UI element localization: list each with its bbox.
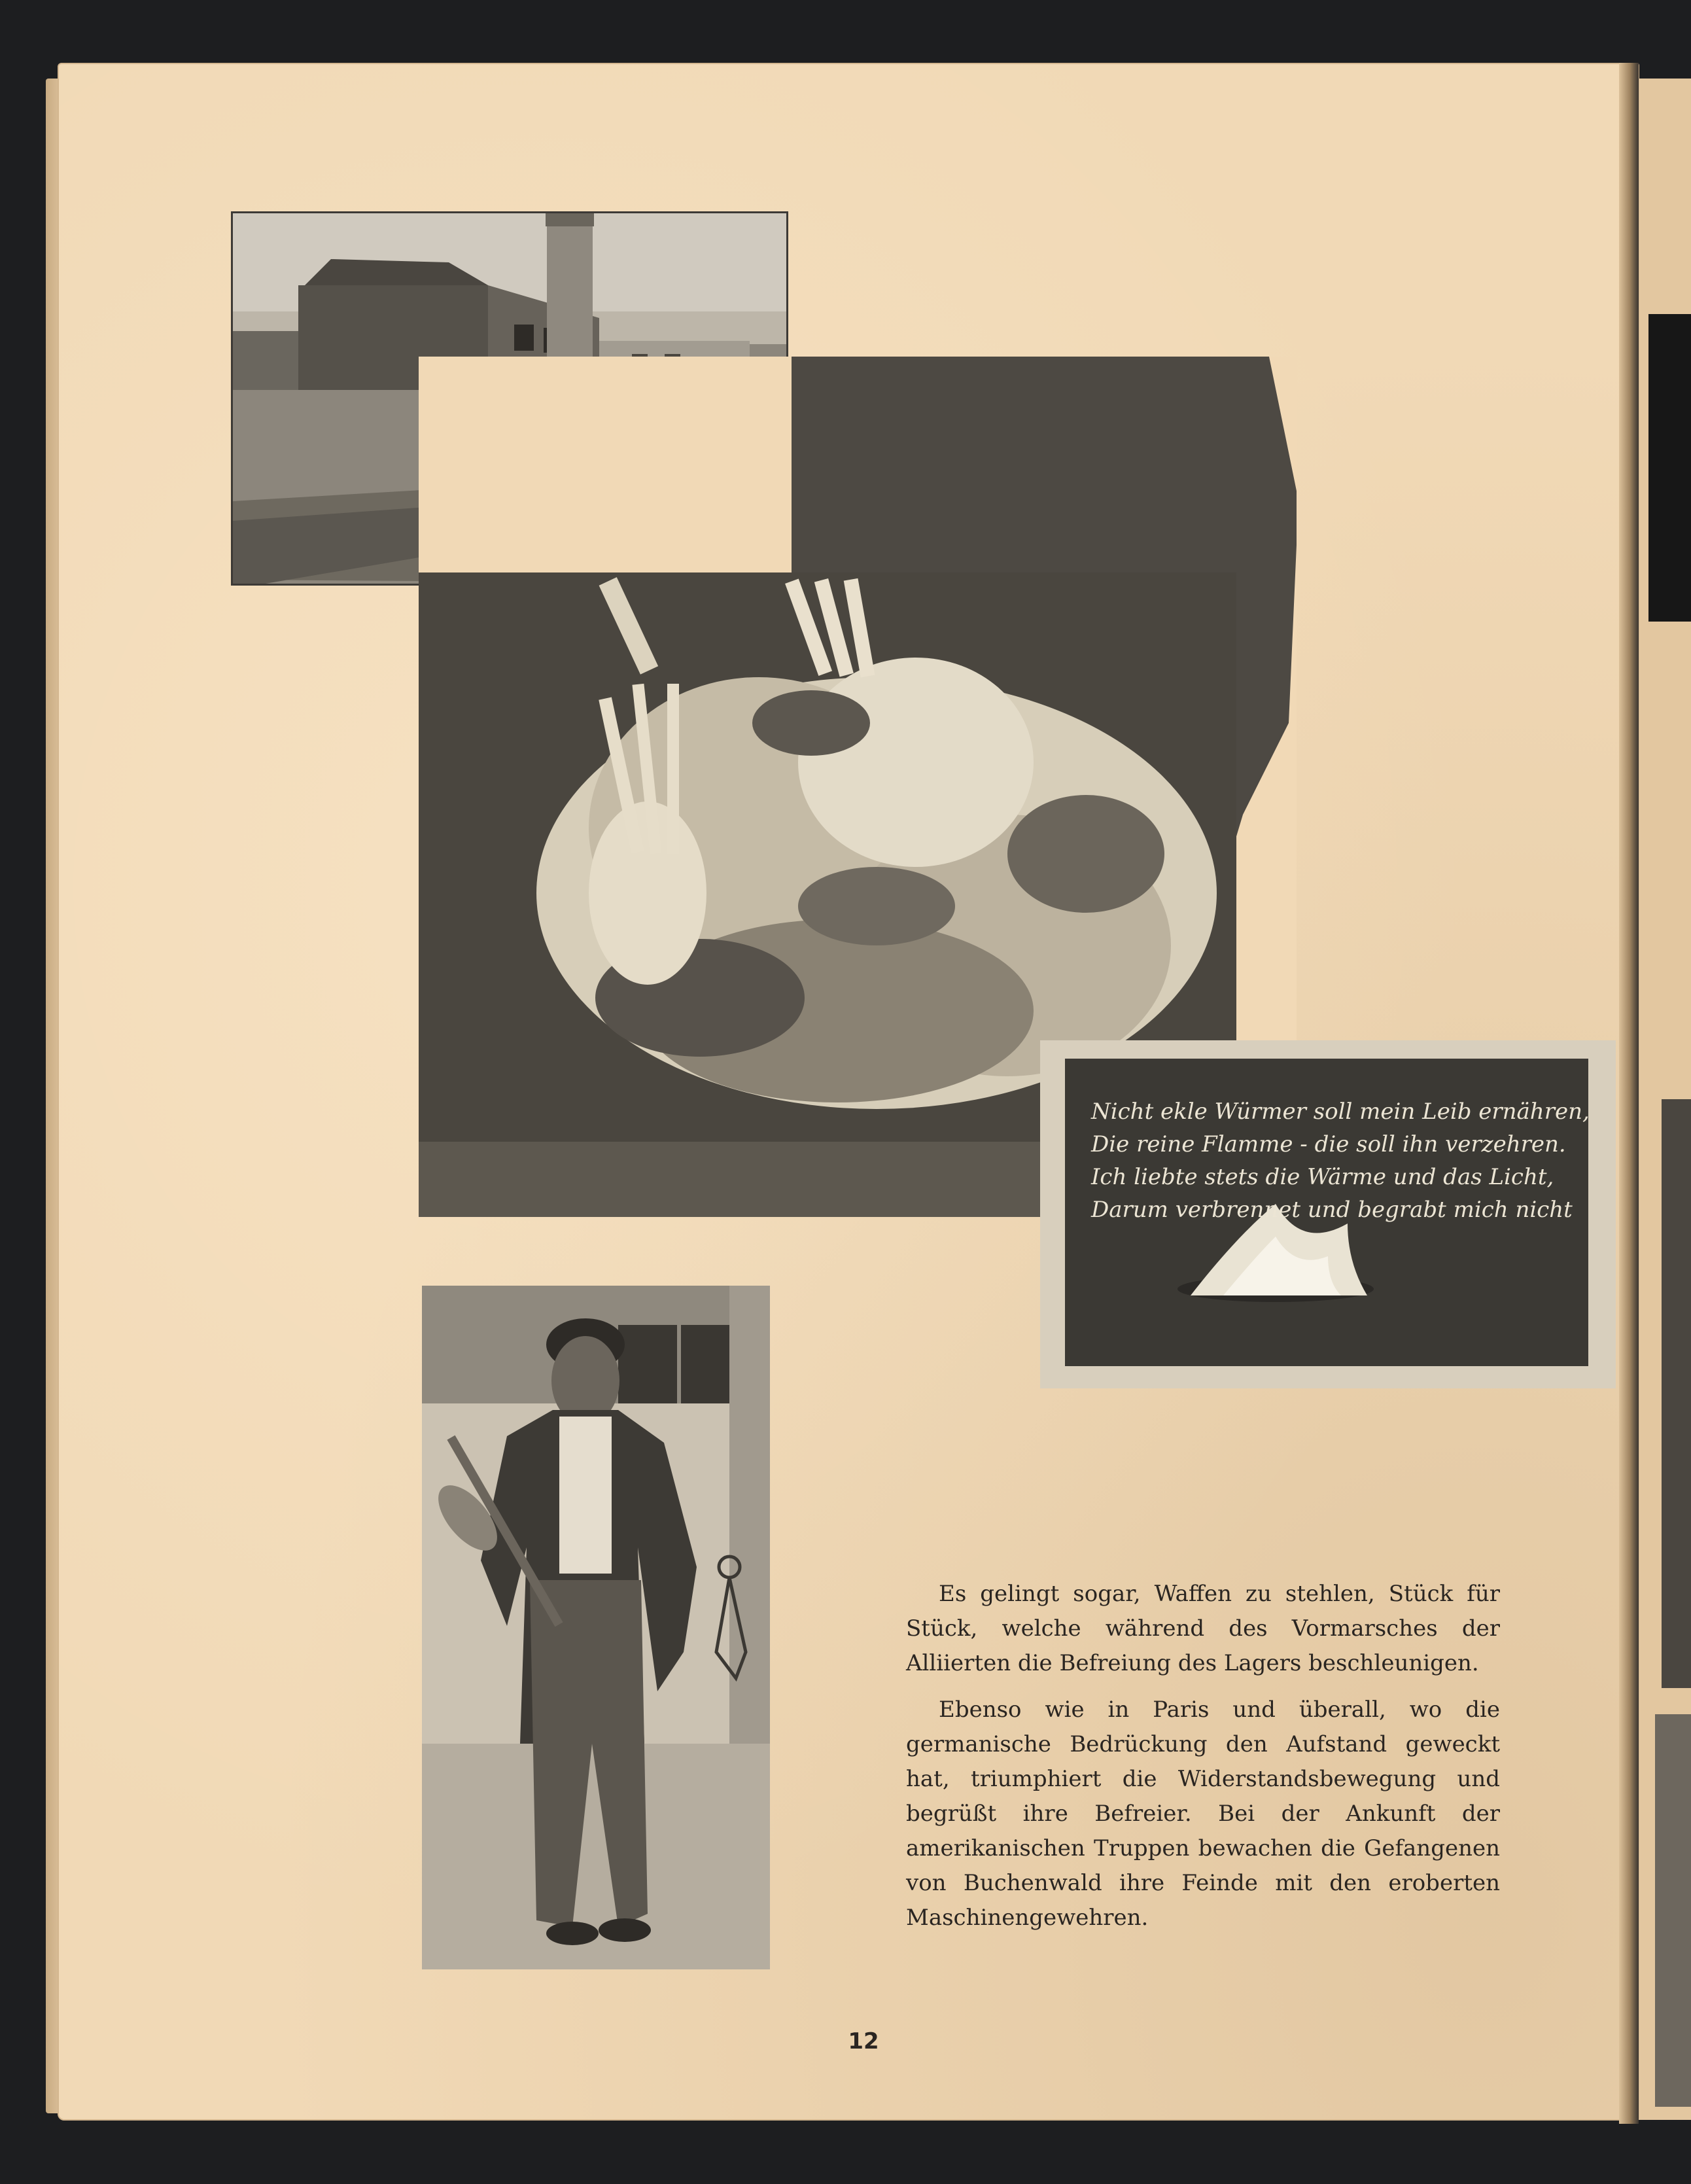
caption-paragraph-2: Ebenso wie in Paris und überall, wo die germanische Bedrückung den Aufstand geweckt hat, triumphiert die Widerstandsbewegung und begrüßt ihre Befreier. Bei der Ankunft der amerikanischen Truppen bewachen die Gefangenen von Buchenwald ihre Feinde mit den eroberten Maschinengewehren. (906, 1697, 1500, 1931)
caption-paragraph-1: Es gelingt sogar, Waffen zu stehlen, Stück für Stück, welche während des Vormarsches der Alliierten die Befreiung des Lagers beschleunigen. (906, 1581, 1500, 1676)
plaque-line-3: Ich liebte stets die Wärme und das Licht, (1091, 1164, 1554, 1190)
book-gutter (1619, 63, 1639, 2124)
plaque-line-1: Nicht ekle Würmer soll mein Leib ernähren, (1091, 1099, 1590, 1125)
caption-text (906, 1577, 1500, 1947)
prisoner-photo (422, 1286, 770, 1969)
next-page-edge (1635, 79, 1691, 2120)
page-number: 12 (848, 2028, 879, 2054)
plaque-line-4: Darum verbrennet und begrabt mich nicht (1091, 1197, 1573, 1223)
memorial-plaque-photo (1040, 1040, 1616, 1388)
plaque-line-2: Die reine Flamme - die soll ihn verzehren. (1091, 1131, 1566, 1157)
